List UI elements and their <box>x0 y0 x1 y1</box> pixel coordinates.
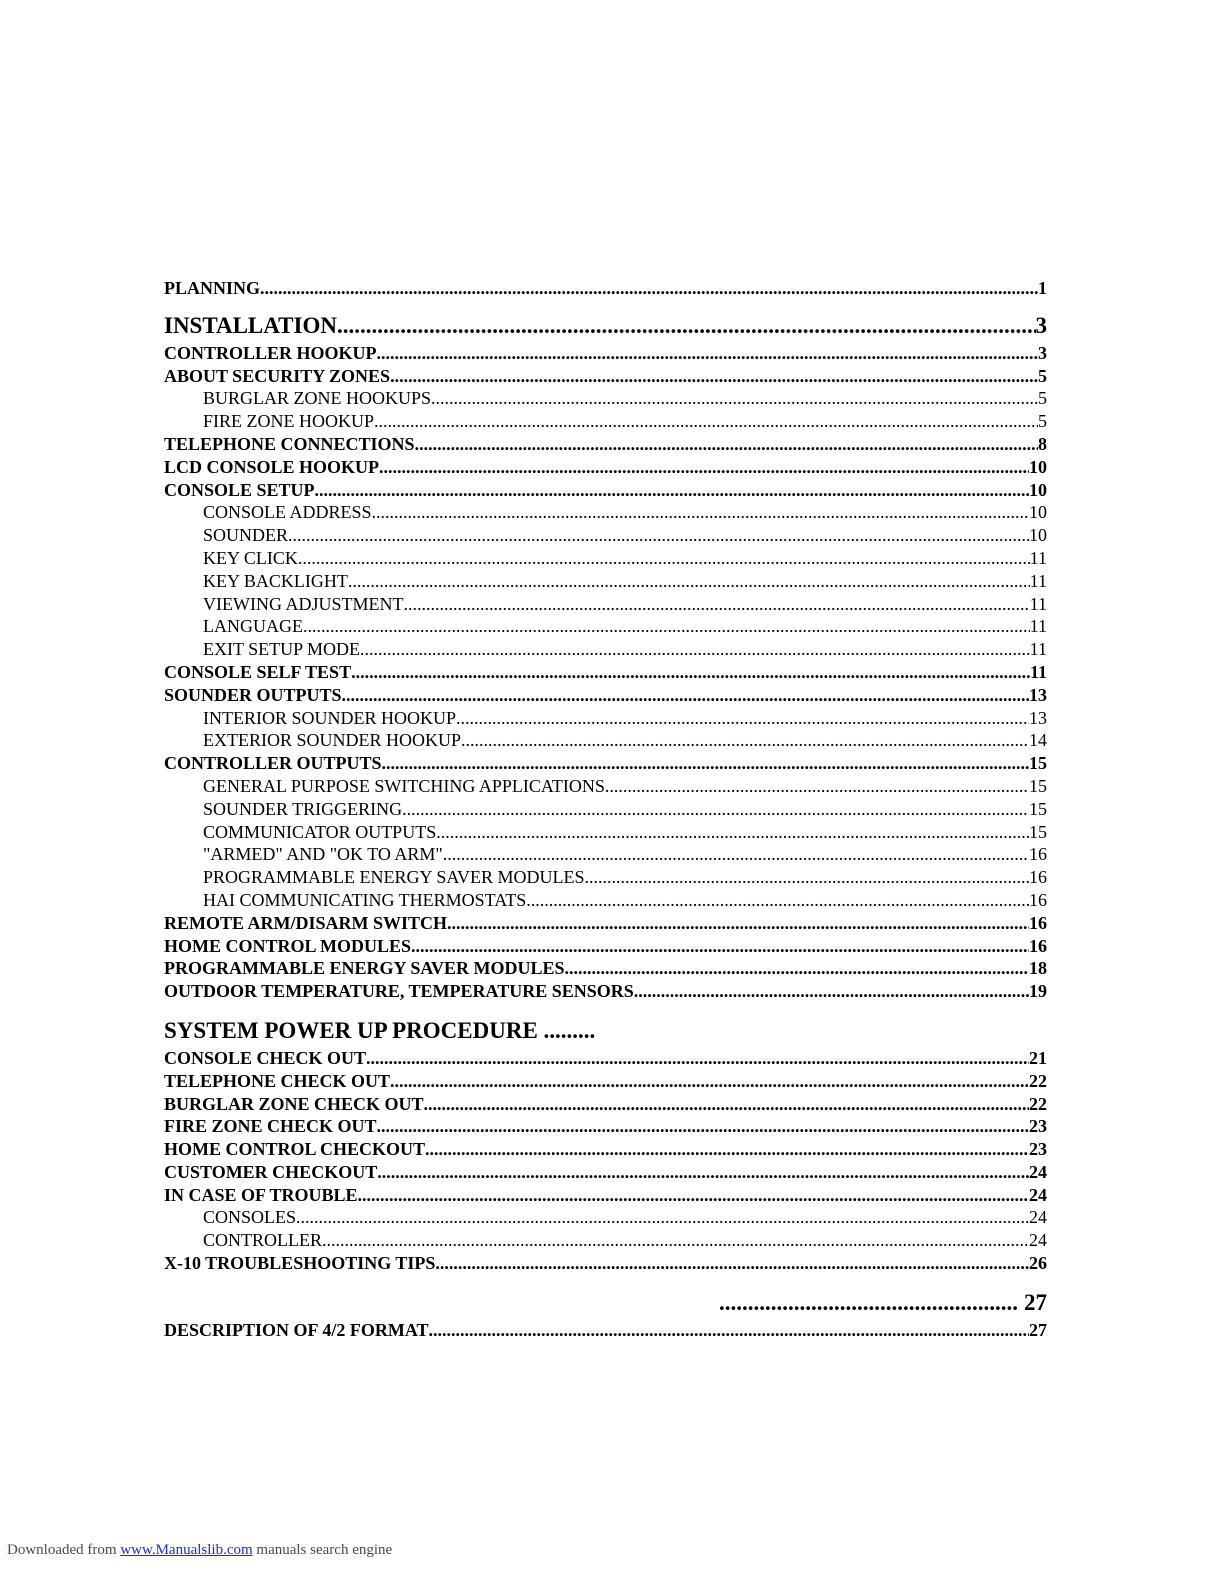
toc-page-number: 10 <box>1029 479 1047 500</box>
appendix-entries <box>164 1319 1047 1342</box>
toc-entry-label: COMMUNICATOR OUTPUTS <box>203 821 437 842</box>
toc-entry-label: FIRE ZONE CHECK OUT <box>164 1116 377 1137</box>
toc-page-number: 5 <box>1038 388 1047 409</box>
dot-leader <box>298 547 1030 570</box>
toc-entry <box>164 1070 1047 1093</box>
toc-entry-label: TELEPHONE CONNECTIONS <box>164 433 415 454</box>
spacer <box>164 300 1047 310</box>
toc-subentry <box>164 524 1047 547</box>
footer-prefix: Downloaded from <box>7 1542 121 1558</box>
toc-page-number: 13 <box>1029 707 1047 728</box>
toc-entry-label: CONTROLLER OUTPUTS <box>164 753 382 774</box>
toc-subentry <box>164 775 1047 798</box>
toc-page-number: 27 <box>1029 1319 1047 1340</box>
power-up-entries <box>164 1047 1047 1275</box>
dot-leader <box>296 1206 1029 1229</box>
toc-page-number: 13 <box>1029 684 1047 705</box>
dot-leader <box>411 935 1029 958</box>
toc-chapter-label: INSTALLATION <box>164 312 337 338</box>
dot-leader <box>424 1093 1029 1116</box>
toc-subentry <box>164 843 1047 866</box>
toc-entry-label: REMOTE ARM/DISARM SWITCH <box>164 912 448 933</box>
dot-leader <box>461 729 1029 752</box>
toc-entry <box>164 935 1047 958</box>
toc-entry-label: CONSOLES <box>203 1207 297 1228</box>
toc-entry-label: LANGUAGE <box>203 616 303 637</box>
dot-leader <box>565 957 1029 980</box>
toc-entry-label: GENERAL PURPOSE SWITCHING APPLICATIONS <box>203 775 605 796</box>
toc-page-number: 11 <box>1029 616 1047 637</box>
installation-entries <box>164 342 1047 1003</box>
toc-page-number: 23 <box>1029 1116 1047 1137</box>
dot-leader <box>402 798 1029 821</box>
toc-entry-label: HOME CONTROL CHECKOUT <box>164 1139 426 1160</box>
toc-entry <box>164 1093 1047 1116</box>
dot-leader <box>415 433 1038 456</box>
toc-chapter-appendix <box>164 1287 1047 1319</box>
toc-entry <box>164 479 1047 502</box>
toc-page-number: 15 <box>1029 753 1047 774</box>
toc-entry-label: X-10 TROUBLESHOOTING TIPS <box>164 1253 436 1274</box>
toc-page-number: 27 <box>1024 1289 1047 1315</box>
toc-entry <box>164 365 1047 388</box>
toc-page-number: 16 <box>1029 912 1047 933</box>
spacer <box>164 1003 1047 1015</box>
toc-subentry <box>164 889 1047 912</box>
toc-page-number: 8 <box>1038 433 1047 454</box>
dot-leader <box>435 1252 1029 1275</box>
toc-subentry <box>164 615 1047 638</box>
toc-entry-label: CONSOLE ADDRESS <box>203 502 372 523</box>
toc-subentry <box>164 547 1047 570</box>
toc-page-number: 16 <box>1029 844 1047 865</box>
dot-leader <box>605 775 1029 798</box>
dot-leader <box>315 479 1029 502</box>
toc-page-number: 11 <box>1029 593 1047 614</box>
dot-leader <box>377 342 1038 365</box>
toc-page-number: 24 <box>1029 1230 1047 1251</box>
dot-leader <box>390 365 1038 388</box>
toc-entry-label: CUSTOMER CHECKOUT <box>164 1161 378 1182</box>
spacer <box>164 1275 1047 1287</box>
toc-entry-label: SOUNDER OUTPUTS <box>164 684 342 705</box>
toc-subentry <box>164 707 1047 730</box>
toc-entry-label: HOME CONTROL MODULES <box>164 935 412 956</box>
dot-leader <box>358 1184 1029 1207</box>
dot-leader <box>360 638 1030 661</box>
dot-leader <box>337 310 1036 342</box>
dot-leader <box>348 570 1030 593</box>
toc-entry-label: TELEPHONE CHECK OUT <box>164 1070 391 1091</box>
toc-subentry <box>164 410 1047 433</box>
toc-page-number: 19 <box>1029 981 1047 1002</box>
toc-entry-planning <box>164 277 1047 300</box>
toc-entry-label: CONSOLE CHECK OUT <box>164 1047 367 1068</box>
toc-subentry <box>164 593 1047 616</box>
toc-entry-label: "ARMED" AND "OK TO ARM" <box>203 844 443 865</box>
toc-entry-label: PROGRAMMABLE ENERGY SAVER MODULES <box>164 958 565 979</box>
toc-entry <box>164 684 1047 707</box>
toc-entry-label: IN CASE OF TROUBLE <box>164 1184 358 1205</box>
toc-subentry <box>164 1229 1047 1252</box>
toc-page-number: 1 <box>1038 278 1047 298</box>
toc-subentry <box>164 501 1047 524</box>
toc-page-number: 24 <box>1029 1184 1047 1205</box>
dot-leader <box>377 1161 1029 1184</box>
toc-page-number: 3 <box>1038 342 1047 363</box>
download-footer <box>7 1542 392 1559</box>
toc-page-number: 24 <box>1029 1161 1047 1182</box>
dot-leader <box>322 1229 1029 1252</box>
toc-page-number: 21 <box>1029 1047 1047 1068</box>
toc-entry-label: DESCRIPTION OF 4/2 FORMAT <box>164 1319 429 1340</box>
dot-leader <box>374 410 1038 433</box>
dot-leader <box>351 661 1030 684</box>
toc-entry <box>164 1138 1047 1161</box>
toc-entry-label: HAI COMMUNICATING THERMOSTATS <box>203 889 527 910</box>
toc-entry <box>164 1161 1047 1184</box>
toc-page-number: 10 <box>1029 525 1047 546</box>
dot-leader <box>303 615 1030 638</box>
toc-subentry <box>164 729 1047 752</box>
dot-leader <box>379 456 1029 479</box>
toc-entry <box>164 912 1047 935</box>
toc-page-number: 15 <box>1029 775 1047 796</box>
table-of-contents <box>164 277 1047 1342</box>
toc-entry-label: BURGLAR ZONE CHECK OUT <box>164 1093 424 1114</box>
dot-leader <box>585 866 1029 889</box>
toc-entry <box>164 456 1047 479</box>
toc-entry-label: CONTROLLER <box>203 1230 322 1251</box>
dot-leader <box>342 684 1029 707</box>
dot-leader <box>425 1138 1029 1161</box>
toc-page-number: 22 <box>1029 1093 1047 1114</box>
toc-entry <box>164 433 1047 456</box>
toc-page-number: 24 <box>1029 1207 1047 1228</box>
toc-page-number: 16 <box>1029 889 1047 910</box>
toc-entry-label: KEY BACKLIGHT <box>203 570 348 591</box>
toc-page-number: 10 <box>1029 456 1047 477</box>
toc-page-number: 10 <box>1029 502 1047 523</box>
toc-page-number: 11 <box>1029 639 1047 660</box>
toc-entry-label: EXTERIOR SOUNDER HOOKUP <box>203 730 462 751</box>
toc-entry-label: INTERIOR SOUNDER HOOKUP <box>203 707 457 728</box>
toc-chapter-label: SYSTEM POWER UP PROCEDURE ......... <box>164 1017 596 1043</box>
toc-page-number: 5 <box>1038 365 1047 386</box>
toc-entry-label: CONTROLLER HOOKUP <box>164 342 377 363</box>
toc-page-number: 15 <box>1029 821 1047 842</box>
toc-subentry <box>164 1206 1047 1229</box>
toc-entry <box>164 1184 1047 1207</box>
toc-entry-label: PLANNING <box>164 278 261 298</box>
toc-subentry <box>164 866 1047 889</box>
dot-leader <box>634 980 1029 1003</box>
toc-page-number: 5 <box>1038 411 1047 432</box>
toc-subentry <box>164 798 1047 821</box>
toc-entry <box>164 1047 1047 1070</box>
toc-entry <box>164 1115 1047 1138</box>
toc-entry-label: OUTDOOR TEMPERATURE, TEMPERATURE SENSORS <box>164 981 634 1002</box>
toc-entry-label: CONSOLE SETUP <box>164 479 315 500</box>
toc-page-number: 11 <box>1029 547 1047 568</box>
dot-leader <box>390 1070 1029 1093</box>
toc-page-number: 15 <box>1029 798 1047 819</box>
dot-leader <box>456 707 1029 730</box>
toc-page-number: 11 <box>1029 570 1047 591</box>
toc-entry-label: SOUNDER TRIGGERING <box>203 798 403 819</box>
toc-entry-label: BURGLAR ZONE HOOKUPS <box>203 388 432 409</box>
dot-leader <box>443 843 1029 866</box>
dot-leader <box>431 387 1038 410</box>
toc-entry-label: PROGRAMMABLE ENERGY SAVER MODULES <box>203 867 585 888</box>
toc-chapter-power-up <box>164 1015 1047 1047</box>
toc-page-number: 26 <box>1029 1253 1047 1274</box>
manualslib-link[interactable]: www.Manualslib.com <box>120 1542 253 1558</box>
dot-leader: .................................................... <box>719 1289 1018 1315</box>
dot-leader <box>436 821 1029 844</box>
dot-leader <box>366 1047 1029 1070</box>
toc-entry <box>164 661 1047 684</box>
dot-leader <box>429 1319 1029 1342</box>
toc-page-number: 16 <box>1029 935 1047 956</box>
toc-entry-label: LCD CONSOLE HOOKUP <box>164 456 380 477</box>
dot-leader <box>403 593 1029 616</box>
toc-entry-label: VIEWING ADJUSTMENT <box>203 593 404 614</box>
toc-page-number: 18 <box>1029 958 1047 979</box>
dot-leader <box>447 912 1029 935</box>
dot-leader <box>377 1115 1029 1138</box>
dot-leader <box>526 889 1029 912</box>
toc-subentry <box>164 821 1047 844</box>
footer-suffix: manuals search engine <box>252 1542 393 1558</box>
toc-page-number: 14 <box>1029 730 1047 751</box>
toc-entry <box>164 1252 1047 1275</box>
dot-leader <box>288 524 1029 547</box>
toc-page-number: 23 <box>1029 1139 1047 1160</box>
toc-entry-label: KEY CLICK <box>203 547 298 568</box>
toc-entry-label: FIRE ZONE HOOKUP <box>203 411 374 432</box>
toc-page-number: 3 <box>1035 312 1047 338</box>
dot-leader <box>382 752 1029 775</box>
toc-subentry <box>164 387 1047 410</box>
dot-leader <box>372 501 1029 524</box>
toc-chapter-installation <box>164 310 1047 342</box>
toc-page-number: 22 <box>1029 1070 1047 1091</box>
toc-entry-label: ABOUT SECURITY ZONES <box>164 365 391 386</box>
toc-entry <box>164 980 1047 1003</box>
toc-entry <box>164 752 1047 775</box>
toc-entry-label: EXIT SETUP MODE <box>203 639 360 660</box>
toc-entry <box>164 1319 1047 1342</box>
toc-entry-label: SOUNDER <box>203 525 289 546</box>
toc-page-number: 11 <box>1029 661 1047 682</box>
toc-entry <box>164 957 1047 980</box>
toc-entry-label: CONSOLE SELF TEST <box>164 661 352 682</box>
toc-subentry <box>164 638 1047 661</box>
toc-page-number: 16 <box>1029 867 1047 888</box>
toc-subentry <box>164 570 1047 593</box>
toc-entry <box>164 342 1047 365</box>
dot-leader <box>260 277 1038 300</box>
